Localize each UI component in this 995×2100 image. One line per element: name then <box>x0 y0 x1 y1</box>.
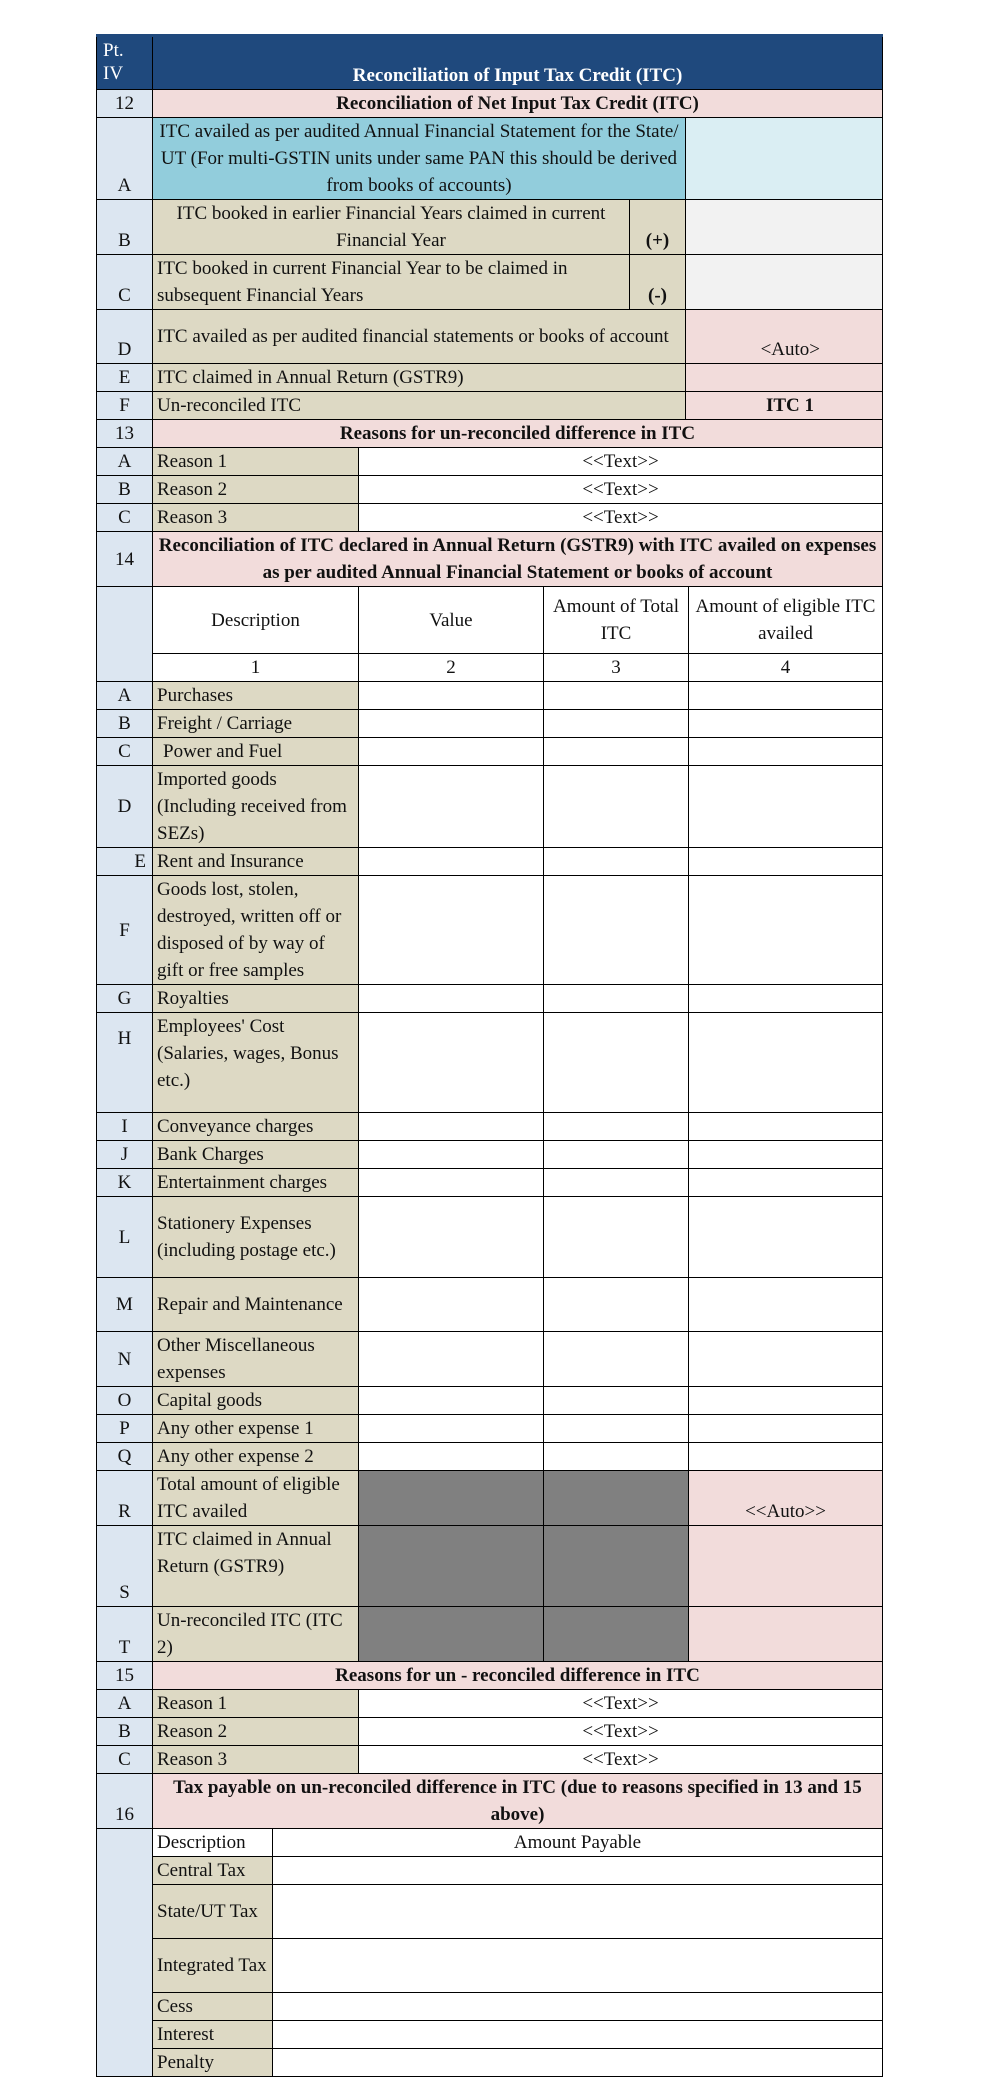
s14-value-cell[interactable] <box>359 985 544 1013</box>
s15-reason-text-field[interactable]: <<Text>> <box>359 1718 883 1746</box>
s16-tax-label: Central Tax <box>153 1857 273 1885</box>
s16-tax-row <box>97 1993 883 2021</box>
s12-value-cell[interactable] <box>686 255 883 310</box>
s14-row-r <box>97 1471 883 1526</box>
s16-amount-payable-cell[interactable] <box>273 1857 883 1885</box>
section-16-number: 16 <box>97 1774 153 1829</box>
s14-value-cell[interactable] <box>359 1197 544 1278</box>
s14-eligible-itc-cell[interactable] <box>689 1169 883 1197</box>
s15-row-letter: A <box>97 1690 153 1718</box>
s16-tax-label: Integrated Tax <box>153 1939 273 1993</box>
s14-row-desc: Freight / Carriage <box>153 710 359 738</box>
s14-row-o <box>97 1387 883 1415</box>
s14-row-letter: E <box>97 848 153 876</box>
s14-row-f <box>97 876 883 985</box>
s12-sign-plus: (+) <box>630 200 686 255</box>
s13-reason-row <box>97 504 883 532</box>
s12-sign-minus: (-) <box>630 255 686 310</box>
s14-total-itc-cell[interactable] <box>544 710 689 738</box>
s14-row-desc: Bank Charges <box>153 1141 359 1169</box>
section-14-header-row <box>97 532 883 587</box>
s16-letter-gutter <box>97 1829 153 2077</box>
s14-row-desc: Purchases <box>153 682 359 710</box>
s14-shaded-cell <box>544 1607 689 1662</box>
s14-total-itc-cell[interactable] <box>544 1443 689 1471</box>
s14-row-desc: Goods lost, stolen, destroyed, written off or disposed of by way of gift or free samples <box>153 876 359 985</box>
s16-column-header-row <box>97 1829 883 1857</box>
section-16-header-row <box>97 1774 883 1829</box>
s14-row-letter: R <box>97 1471 153 1526</box>
s16-tax-label: Cess <box>153 1993 273 2021</box>
s14-total-itc-cell[interactable] <box>544 1332 689 1387</box>
s14-value-cell[interactable] <box>359 1113 544 1141</box>
s14-value-cell[interactable] <box>359 766 544 848</box>
s14-row-letter: K <box>97 1169 153 1197</box>
section-14-number: 14 <box>97 532 153 587</box>
s14-auto-total-value: <<Auto>> <box>689 1471 883 1526</box>
part-header-row <box>97 36 883 90</box>
s14-eligible-itc-cell[interactable] <box>689 1415 883 1443</box>
s14-row-l <box>97 1197 883 1278</box>
section-15-title: Reasons for un - reconciled difference in ITC <box>153 1662 883 1690</box>
s14-total-itc-cell[interactable] <box>544 1141 689 1169</box>
s14-row-letter: G <box>97 985 153 1013</box>
s14-row-desc: Entertainment charges <box>153 1169 359 1197</box>
s14-row-t <box>97 1607 883 1662</box>
s14-total-itc-cell[interactable] <box>544 766 689 848</box>
s14-row-e <box>97 848 883 876</box>
s16-tax-row <box>97 2021 883 2049</box>
s14-shaded-cell <box>359 1471 544 1526</box>
section-16-title: Tax payable on un-reconciled difference in ITC (due to reasons specified in 13 and 15 above) <box>153 1774 883 1829</box>
s14-row-desc: Total amount of eligible ITC availed <box>153 1471 359 1526</box>
s14-value-cell[interactable] <box>359 1332 544 1387</box>
s14-letter-gutter <box>97 587 153 682</box>
s14-header-total-itc: Amount of Total ITC <box>544 587 689 654</box>
s16-header-amount-payable: Amount Payable <box>273 1829 883 1857</box>
section-12-header-row <box>97 90 883 118</box>
s14-row-a <box>97 682 883 710</box>
s14-header-description: Description <box>153 587 359 654</box>
s16-tax-row <box>97 1939 883 1993</box>
s13-reason-label: Reason 3 <box>153 504 359 532</box>
s12-row-letter: D <box>97 310 153 364</box>
s12-value-cell[interactable] <box>686 200 883 255</box>
s15-reason-label: Reason 2 <box>153 1718 359 1746</box>
s14-col-number: 3 <box>544 654 689 682</box>
s16-tax-row <box>97 2049 883 2077</box>
s14-eligible-itc-cell[interactable] <box>689 710 883 738</box>
s14-eligible-itc-cell[interactable] <box>689 738 883 766</box>
s15-reason-row <box>97 1718 883 1746</box>
s15-row-letter: B <box>97 1718 153 1746</box>
s13-reason-text-field[interactable]: <<Text>> <box>359 448 883 476</box>
s14-row-letter: O <box>97 1387 153 1415</box>
s14-row-letter: B <box>97 710 153 738</box>
s14-row-desc: Employees' Cost (Salaries, wages, Bonus etc.) <box>153 1013 359 1113</box>
s14-row-g <box>97 985 883 1013</box>
s12-row-desc: ITC availed as per audited financial statements or books of account <box>153 310 686 364</box>
s15-reason-text-field[interactable]: <<Text>> <box>359 1690 883 1718</box>
itc-reconciliation-form <box>96 34 882 2077</box>
s14-total-itc-cell[interactable] <box>544 1197 689 1278</box>
s14-eligible-itc-cell[interactable] <box>689 766 883 848</box>
section-15-header-row <box>97 1662 883 1690</box>
s12-row-desc: Un-reconciled ITC <box>153 392 686 420</box>
section-13-title: Reasons for un-reconciled difference in ITC <box>153 420 883 448</box>
s14-total-itc-cell[interactable] <box>544 1169 689 1197</box>
s13-reason-text-field[interactable]: <<Text>> <box>359 504 883 532</box>
s14-row-desc: Any other expense 1 <box>153 1415 359 1443</box>
s14-total-itc-cell[interactable] <box>544 985 689 1013</box>
s12-row-letter: A <box>97 118 153 200</box>
s14-eligible-itc-cell[interactable] <box>689 1387 883 1415</box>
s12-row-d <box>97 310 883 364</box>
s14-row-letter: H <box>97 1013 153 1113</box>
s14-eligible-itc-cell[interactable] <box>689 1013 883 1113</box>
s14-value-cell[interactable] <box>359 1169 544 1197</box>
s14-row-letter: L <box>97 1197 153 1278</box>
section-12-table <box>96 34 883 420</box>
section-14-table <box>96 531 883 1662</box>
s14-row-desc: Un-reconciled ITC (ITC 2) <box>153 1607 359 1662</box>
s14-total-itc-cell[interactable] <box>544 682 689 710</box>
s12-row-letter: B <box>97 200 153 255</box>
s14-row-letter: I <box>97 1113 153 1141</box>
s14-value-cell[interactable] <box>359 876 544 985</box>
s16-amount-payable-cell[interactable] <box>273 1993 883 2021</box>
s14-eligible-itc-cell[interactable] <box>689 1526 883 1607</box>
s14-eligible-itc-cell[interactable] <box>689 848 883 876</box>
s14-value-cell[interactable] <box>359 1013 544 1113</box>
s13-reason-row <box>97 476 883 504</box>
s14-row-h <box>97 1013 883 1113</box>
s14-eligible-itc-cell[interactable] <box>689 876 883 985</box>
s12-row-letter: E <box>97 364 153 392</box>
s13-reason-text-field[interactable]: <<Text>> <box>359 476 883 504</box>
s14-value-cell[interactable] <box>359 738 544 766</box>
s14-eligible-itc-cell[interactable] <box>689 1278 883 1332</box>
s14-row-letter: S <box>97 1526 153 1607</box>
section-15-table <box>96 1661 883 1774</box>
s13-row-letter: B <box>97 476 153 504</box>
s13-row-letter: C <box>97 504 153 532</box>
s14-row-desc: Royalties <box>153 985 359 1013</box>
s14-column-header-row <box>97 587 883 654</box>
s14-row-desc: ITC claimed in Annual Return (GSTR9) <box>153 1526 359 1607</box>
s12-value-cell[interactable] <box>686 118 883 200</box>
s14-row-desc: Conveyance charges <box>153 1113 359 1141</box>
section-13-header-row <box>97 420 883 448</box>
s12-row-desc: ITC booked in current Financial Year to be claimed in subsequent Financial Years <box>153 255 630 310</box>
s14-row-q <box>97 1443 883 1471</box>
section-12-title: Reconciliation of Net Input Tax Credit (ITC) <box>153 90 883 118</box>
s14-total-itc-cell[interactable] <box>544 1415 689 1443</box>
s14-total-itc-cell[interactable] <box>544 1013 689 1113</box>
s14-row-desc: Imported goods (Including received from SEZs) <box>153 766 359 848</box>
s16-amount-payable-cell[interactable] <box>273 2021 883 2049</box>
s14-eligible-itc-cell[interactable] <box>689 1197 883 1278</box>
s16-tax-label: State/UT Tax <box>153 1885 273 1939</box>
s12-row-b <box>97 200 883 255</box>
s14-row-desc: Other Miscellaneous expenses <box>153 1332 359 1387</box>
s14-shaded-cell <box>359 1526 544 1607</box>
s13-reason-label: Reason 1 <box>153 448 359 476</box>
s14-eligible-itc-cell[interactable] <box>689 1141 883 1169</box>
s14-total-itc-cell[interactable] <box>544 848 689 876</box>
section-14-title: Reconciliation of ITC declared in Annual Return (GSTR9) with ITC availed on expenses as per audited Annual Financial Statement or books of account <box>153 532 883 587</box>
s14-row-letter: P <box>97 1415 153 1443</box>
s14-total-itc-cell[interactable] <box>544 738 689 766</box>
s15-reason-row <box>97 1746 883 1774</box>
s14-row-desc: Stationery Expenses (including postage etc.) <box>153 1197 359 1278</box>
s14-row-desc: Power and Fuel <box>153 738 359 766</box>
s14-shaded-cell <box>544 1526 689 1607</box>
s14-row-s <box>97 1526 883 1607</box>
s14-shaded-cell <box>544 1471 689 1526</box>
s14-row-desc: Any other expense 2 <box>153 1443 359 1471</box>
s14-column-number-row <box>97 654 883 682</box>
s14-col-number: 1 <box>153 654 359 682</box>
s15-reason-label: Reason 3 <box>153 1746 359 1774</box>
s14-value-cell[interactable] <box>359 1387 544 1415</box>
s14-col-number: 4 <box>689 654 883 682</box>
s12-value-cell[interactable] <box>686 364 883 392</box>
s14-value-cell[interactable] <box>359 848 544 876</box>
s15-reason-row <box>97 1690 883 1718</box>
part-title: Reconciliation of Input Tax Credit (ITC) <box>153 36 883 90</box>
s14-shaded-cell <box>359 1607 544 1662</box>
s14-value-cell[interactable] <box>359 1415 544 1443</box>
s12-row-a <box>97 118 883 200</box>
s14-value-cell[interactable] <box>359 1278 544 1332</box>
section-16-table <box>96 1773 883 2077</box>
section-15-number: 15 <box>97 1662 153 1690</box>
s14-total-itc-cell[interactable] <box>544 1113 689 1141</box>
s15-reason-label: Reason 1 <box>153 1690 359 1718</box>
s14-row-b <box>97 710 883 738</box>
s14-row-desc: Capital goods <box>153 1387 359 1415</box>
section-12-number: 12 <box>97 90 153 118</box>
s14-col-number: 2 <box>359 654 544 682</box>
s14-eligible-itc-cell[interactable] <box>689 1607 883 1662</box>
s14-row-letter: Q <box>97 1443 153 1471</box>
s14-eligible-itc-cell[interactable] <box>689 985 883 1013</box>
s12-row-letter: F <box>97 392 153 420</box>
s16-tax-row <box>97 1857 883 1885</box>
s12-row-letter: C <box>97 255 153 310</box>
s14-row-letter: M <box>97 1278 153 1332</box>
s14-eligible-itc-cell[interactable] <box>689 682 883 710</box>
s13-row-letter: A <box>97 448 153 476</box>
s14-value-cell[interactable] <box>359 682 544 710</box>
s14-row-j <box>97 1141 883 1169</box>
s14-row-letter: A <box>97 682 153 710</box>
s14-row-i <box>97 1113 883 1141</box>
s14-row-c <box>97 738 883 766</box>
s12-itc1-value: ITC 1 <box>686 392 883 420</box>
s14-row-letter: D <box>97 766 153 848</box>
s14-header-value: Value <box>359 587 544 654</box>
s12-row-f <box>97 392 883 420</box>
part-label-line1: Pt. <box>103 40 124 61</box>
s14-row-k <box>97 1169 883 1197</box>
s14-value-cell[interactable] <box>359 710 544 738</box>
s14-value-cell[interactable] <box>359 1141 544 1169</box>
s14-row-n <box>97 1332 883 1387</box>
s13-reason-row <box>97 448 883 476</box>
s14-header-eligible-itc: Amount of eligible ITC availed <box>689 587 883 654</box>
section-13-table <box>96 419 883 532</box>
s16-tax-row <box>97 1885 883 1939</box>
s14-total-itc-cell[interactable] <box>544 876 689 985</box>
s13-reason-label: Reason 2 <box>153 476 359 504</box>
s14-row-desc: Repair and Maintenance <box>153 1278 359 1332</box>
s12-row-c <box>97 255 883 310</box>
s16-header-description: Description <box>153 1829 273 1857</box>
section-13-number: 13 <box>97 420 153 448</box>
s14-row-letter: T <box>97 1607 153 1662</box>
s14-row-m <box>97 1278 883 1332</box>
s12-row-desc: ITC claimed in Annual Return (GSTR9) <box>153 364 686 392</box>
s12-row-desc: ITC booked in earlier Financial Years claimed in current Financial Year <box>153 200 630 255</box>
part-label <box>97 36 153 90</box>
s15-row-letter: C <box>97 1746 153 1774</box>
s16-tax-label: Penalty <box>153 2049 273 2077</box>
s16-amount-payable-cell[interactable] <box>273 1939 883 1993</box>
s14-total-itc-cell[interactable] <box>544 1387 689 1415</box>
s12-row-desc: ITC availed as per audited Annual Financial Statement for the State/ UT (For multi-GSTIN units under same PAN this should be derived from books of accounts) <box>153 118 686 200</box>
s15-reason-text-field[interactable]: <<Text>> <box>359 1746 883 1774</box>
part-label-line2: IV <box>103 63 124 84</box>
s14-row-letter: C <box>97 738 153 766</box>
s14-eligible-itc-cell[interactable] <box>689 1332 883 1387</box>
s14-row-letter: F <box>97 876 153 985</box>
s14-row-p <box>97 1415 883 1443</box>
s14-row-letter: N <box>97 1332 153 1387</box>
s16-amount-payable-cell[interactable] <box>273 2049 883 2077</box>
s14-eligible-itc-cell[interactable] <box>689 1443 883 1471</box>
s14-total-itc-cell[interactable] <box>544 1278 689 1332</box>
s14-row-desc: Rent and Insurance <box>153 848 359 876</box>
s14-eligible-itc-cell[interactable] <box>689 1113 883 1141</box>
s16-amount-payable-cell[interactable] <box>273 1885 883 1939</box>
s14-row-d <box>97 766 883 848</box>
s12-row-e <box>97 364 883 392</box>
s14-row-letter: J <box>97 1141 153 1169</box>
s14-value-cell[interactable] <box>359 1443 544 1471</box>
s12-auto-value: <Auto> <box>686 310 883 364</box>
s16-tax-label: Interest <box>153 2021 273 2049</box>
